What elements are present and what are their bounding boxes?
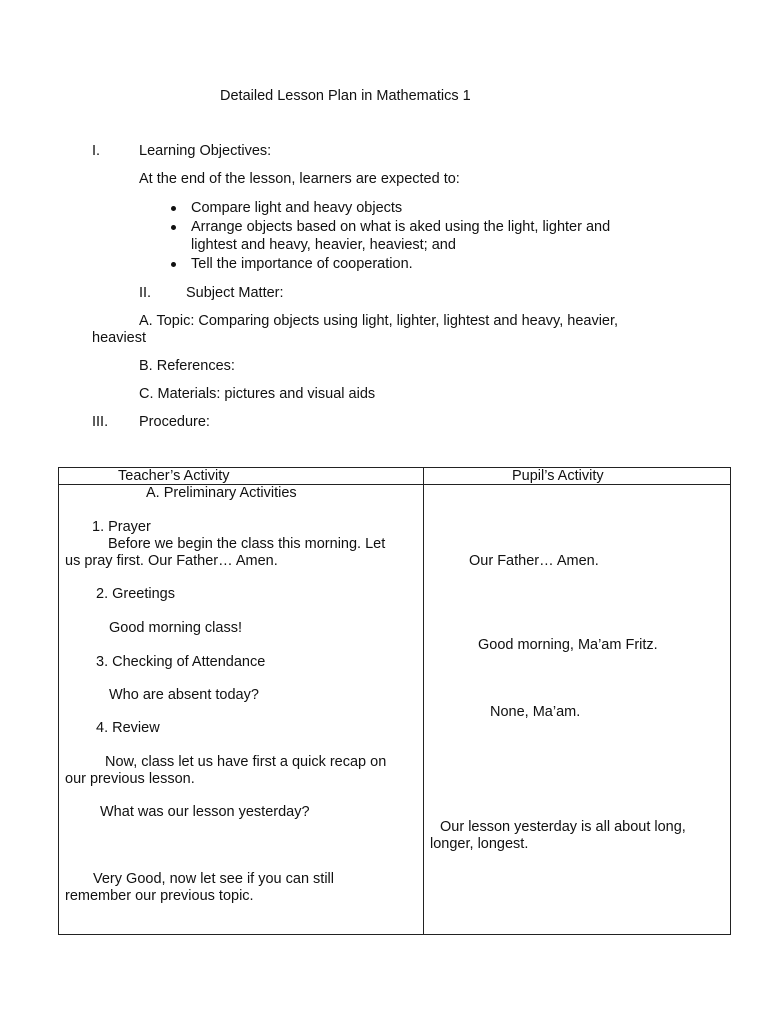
objective-item: Tell the importance of cooperation. <box>191 256 413 272</box>
teacher-attendance: 3. Checking of Attendance <box>96 654 266 670</box>
table-column-divider <box>423 468 424 934</box>
pupil-review-reply-continued: longer, longest. <box>430 836 529 852</box>
teacher-greetings: 2. Greetings <box>96 586 175 602</box>
teacher-prayer-text: Before we begin the class this morning. Let <box>108 536 386 552</box>
references-line: B. References: <box>139 358 235 374</box>
bullet-icon <box>171 225 176 230</box>
pupil-prayer-reply: Our Father… Amen. <box>469 553 599 569</box>
teacher-very-good-continued: remember our previous topic. <box>65 888 254 904</box>
section3-numeral: III. <box>92 414 109 430</box>
teacher-attendance-text: Who are absent today? <box>109 687 259 703</box>
section2-numeral: II. <box>139 285 152 301</box>
teacher-review-text: Now, class let us have first a quick recap on <box>105 754 387 770</box>
teacher-preliminary: A. Preliminary Activities <box>146 485 297 501</box>
header-pupil-activity: Pupil’s Activity <box>512 468 604 484</box>
page-title: Detailed Lesson Plan in Mathematics 1 <box>220 88 471 104</box>
topic-line: A. Topic: Comparing objects using light, lighter, lightest and heavy, heavier, <box>139 313 619 329</box>
teacher-greetings-text: Good morning class! <box>109 620 242 636</box>
materials-line: C. Materials: pictures and visual aids <box>139 386 376 402</box>
teacher-review-question: What was our lesson yesterday? <box>100 804 310 820</box>
objective-item-continued: lightest and heavy, heavier, heaviest; and <box>191 237 456 253</box>
teacher-prayer-text-continued: us pray first. Our Father… Amen. <box>65 553 278 569</box>
section3-heading: Procedure: <box>139 414 210 430</box>
bullet-icon <box>171 206 176 211</box>
section1-heading: Learning Objectives: <box>139 143 272 159</box>
teacher-review-text-continued: our previous lesson. <box>65 771 195 787</box>
teacher-very-good: Very Good, now let see if you can still <box>93 871 334 887</box>
bullet-icon <box>171 262 176 267</box>
section1-numeral: I. <box>92 143 101 159</box>
teacher-review: 4. Review <box>96 720 160 736</box>
teacher-prayer: 1. Prayer <box>92 519 151 535</box>
objective-item: Compare light and heavy objects <box>191 200 403 216</box>
header-teacher-activity: Teacher’s Activity <box>118 468 230 484</box>
section1-intro: At the end of the lesson, learners are expected to: <box>139 171 460 187</box>
objective-item: Arrange objects based on what is aked using the light, lighter and <box>191 219 611 235</box>
topic-line-continued: heaviest <box>92 330 147 346</box>
activity-table <box>58 467 731 935</box>
section2-heading: Subject Matter: <box>186 285 284 301</box>
pupil-review-reply: Our lesson yesterday is all about long, <box>440 819 686 835</box>
pupil-greetings-reply: Good morning, Ma’am Fritz. <box>478 637 658 653</box>
pupil-attendance-reply: None, Ma’am. <box>490 704 581 720</box>
